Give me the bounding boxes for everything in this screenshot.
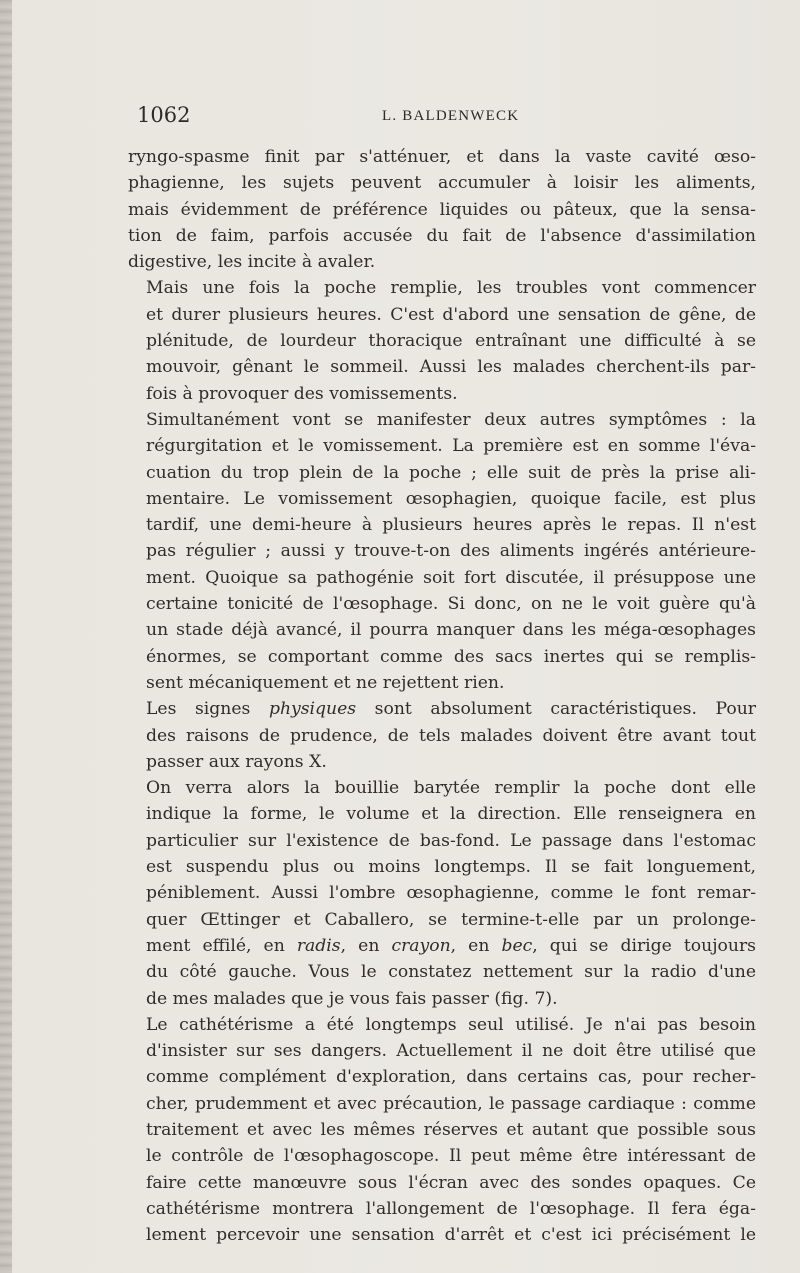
text-line: un stade déjà avancé, il pourra manquer dans les méga-œsophages: [146, 620, 756, 641]
text-line: sent mécaniquement et ne rejettent rien.: [146, 672, 505, 693]
text-line: Le cathétérisme a été longtemps seul utilisé. Je n'ai pas besoin: [146, 1014, 756, 1035]
text-line: tion de faim, parfois accusée du fait de l'absence d'assimilation: [128, 225, 756, 246]
text-run: ment effilé, en: [146, 935, 297, 956]
page-number: 1062: [137, 103, 191, 127]
text-line: [128, 933, 756, 959]
text-line: lement percevoir une sensation d'arrêt et c'est ici précisément le: [146, 1225, 756, 1246]
text-line: régurgitation et le vomissement. La première est en somme l'éva-: [146, 436, 756, 457]
text-line: On verra alors la bouillie barytée remplir la poche dont elle: [146, 778, 756, 799]
text-line: ment. Quoique sa pathogénie soit fort discutée, il présuppose une: [146, 567, 756, 588]
text-run: , qui se dirige toujours: [532, 935, 756, 956]
book-gutter: [0, 0, 12, 1273]
paragraph: [128, 1012, 756, 1249]
text-line: digestive, les incite à avaler.: [128, 252, 376, 273]
text-line: cathétérisme montrera l'allongement de l'œsophage. Il fera éga-: [146, 1198, 756, 1219]
text-line: comme complément d'exploration, dans certains cas, pour recher-: [146, 1067, 756, 1088]
italic-term: physiques: [268, 699, 357, 720]
paragraph: [128, 407, 756, 696]
text-run: sont absolument caractéristiques. Pour: [356, 699, 756, 720]
text-line: du côté gauche. Vous le constatez nettement sur la radio d'une: [146, 962, 756, 983]
text-line: énormes, se comportant comme des sacs inertes qui se remplis-: [146, 646, 756, 667]
text-line: indique la forme, le volume et la direction. Elle renseignera en: [146, 804, 756, 825]
text-line: fois à provoquer des vomissements.: [146, 383, 458, 404]
text-line: Simultanément vont se manifester deux autres symptômes : la: [146, 409, 756, 430]
text-line: de mes malades que je vous fais passer (fig. 7).: [146, 988, 558, 1009]
text-line: cher, prudemment et avec précaution, le passage cardiaque : comme: [146, 1093, 756, 1114]
text-line: [128, 696, 756, 722]
text-line: particulier sur l'existence de bas-fond. Le passage dans l'estomac: [146, 830, 756, 851]
text-line: tardif, une demi-heure à plusieurs heures après le repas. Il n'est: [146, 515, 756, 536]
text-line: ryngo-spasme finit par s'atténuer, et dans la vaste cavité œso-: [128, 147, 756, 167]
paragraph: [128, 775, 756, 1012]
italic-term: bec: [501, 935, 533, 956]
paragraph: [128, 144, 756, 275]
text-line: plénitude, de lourdeur thoracique entraînant une difficulté à se: [146, 331, 756, 352]
text-line: mentaire. Le vomissement œsophagien, quoique facile, est plus: [146, 488, 756, 509]
text-line: passer aux rayons X.: [146, 751, 327, 772]
body-text: [128, 144, 756, 1248]
text-line: est suspendu plus ou moins longtemps. Il se fait longuement,: [146, 857, 756, 878]
text-line: phagienne, les sujets peuvent accumuler à loisir les aliments,: [128, 173, 756, 194]
paragraph: [128, 275, 756, 406]
text-line: Mais une fois la poche remplie, les troubles vont commencer: [146, 278, 756, 299]
text-line: mouvoir, gênant le sommeil. Aussi les malades cherchent-ils par-: [146, 357, 756, 378]
text-line: des raisons de prudence, de tels malades doivent être avant tout: [146, 725, 756, 746]
page-header: [0, 103, 800, 137]
text-run: , en: [340, 935, 392, 956]
text-line: traitement et avec les mêmes réserves et autant que possible sous: [146, 1119, 756, 1140]
running-head: L. BALDENWECK: [382, 108, 520, 124]
italic-term: radis: [296, 935, 341, 956]
paragraph: [128, 696, 756, 775]
text-run: , en: [450, 935, 502, 956]
text-line: le contrôle de l'œsophagoscope. Il peut même être intéressant de: [146, 1146, 756, 1167]
italic-term: crayon: [391, 935, 451, 956]
text-line: mais évidemment de préférence liquides ou pâteux, que la sensa-: [128, 199, 756, 220]
text-line: d'insister sur ses dangers. Actuellement il ne doit être utilisé que: [146, 1041, 756, 1062]
text-run: Les signes: [146, 699, 269, 720]
text-line: quer Œttinger et Caballero, se termine-t-elle par un prolonge-: [146, 909, 756, 930]
text-line: péniblement. Aussi l'ombre œsophagienne, comme le font remar-: [146, 883, 756, 904]
text-line: certaine tonicité de l'œsophage. Si donc, on ne le voit guère qu'à: [146, 594, 756, 615]
text-line: pas régulier ; aussi y trouve-t-on des aliments ingérés antérieure-: [146, 541, 756, 562]
text-line: cuation du trop plein de la poche ; elle suit de près la prise ali-: [146, 462, 756, 483]
text-line: et durer plusieurs heures. C'est d'abord une sensation de gêne, de: [146, 304, 756, 325]
text-line: faire cette manœuvre sous l'écran avec des sondes opaques. Ce: [146, 1172, 756, 1193]
